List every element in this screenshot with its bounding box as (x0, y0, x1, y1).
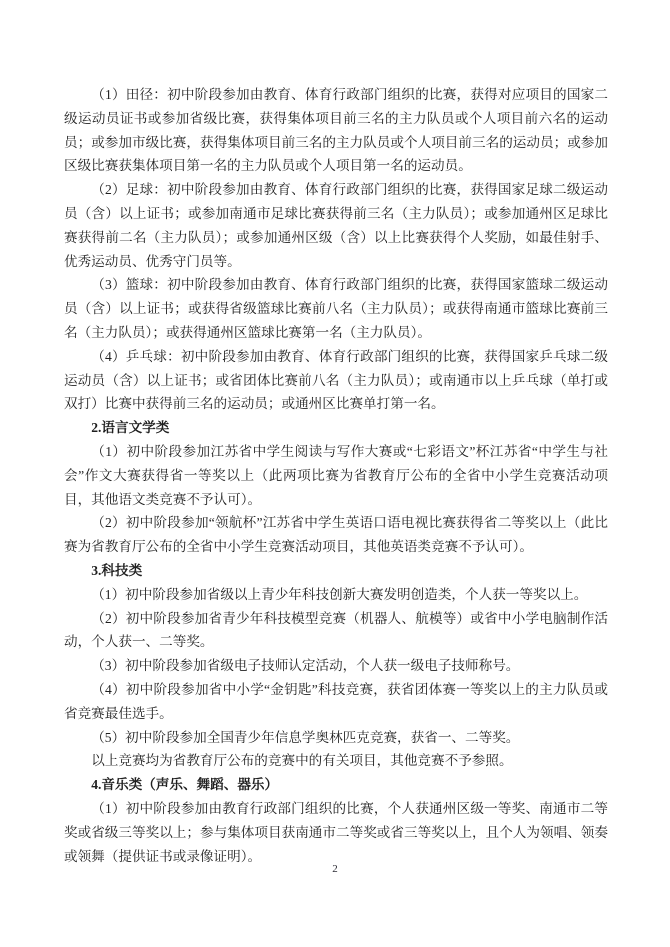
body-paragraph: （3）篮球：初中阶段参加由教育、体育行政部门组织的比赛，获得国家篮球二级运动员（含）以上证书；或获得省级篮球比赛前八名（主力队员）；或获得南通市篮球比赛前三名（主力队员）；或获得通州区篮球比赛第一名（主力队员）。 (64, 277, 608, 340)
section-heading: 2.语言文学类 (91, 420, 170, 436)
body-paragraph: （2）初中阶段参加省青少年科技模型竞赛（机器人、航模等）或省中小学电脑制作活动，个人获一、二等奖。 (64, 610, 608, 650)
document-body (64, 83, 608, 868)
body-paragraph: 以上竞赛均为省教育厅公布的竞赛中的有关项目，其他竞赛不予参照。 (91, 753, 513, 769)
body-paragraph: （4）初中阶段参加省中小学“金钥匙”科技竞赛，获省团体赛一等奖以上的主力队员或省竞赛最佳选手。 (64, 681, 608, 721)
body-paragraph: （1）初中阶段参加由教育行政部门组织的比赛，个人获通州区级一等奖、南通市二等奖或省级三等奖以上；参与集体项目获南通市二等奖或省三等奖以上，且个人为领唱、领奏或领舞（提供证书或录像证明）。 (64, 800, 608, 864)
body-paragraph: （4）乒乓球：初中阶段参加由教育、体育行政部门组织的比赛，获得国家乒乓球二级运动员（含）以上证书；或省团体比赛前八名（主力队员）；或南通市以上乒乓球（单打或双打）比赛中获得前三名的运动员；或通州区比赛单打第一名。 (64, 348, 608, 412)
body-paragraph: （2）初中阶段参加“领航杯”江苏省中学生英语口语电视比赛获得省二等奖以上（此比赛为省教育厅公布的全省中小学生竞赛活动项目，其他英语类竞赛不予认可）。 (64, 515, 608, 555)
body-paragraph: （2）足球：初中阶段参加由教育、体育行政部门组织的比赛，获得国家足球二级运动员（含）以上证书；或参加南通市足球比赛获得前三名（主力队员）；或参加通州区足球比赛获得前二名（主力队员）；或参加通州区级（含）以上比赛获得个人奖励，如最佳射手、优秀运动员、优秀守门员等。 (64, 182, 608, 269)
body-paragraph: （1）初中阶段参加江苏省中学生阅读与写作大赛或“七彩语文”杯江苏省“中学生与社会”作文大赛获得省一等奖以上（此两项比赛为省教育厅公布的全省中小学生竞赛活动项目，其他语文类竞赛不予认可）。 (64, 443, 608, 507)
body-paragraph: （1）田径：初中阶段参加由教育、体育行政部门组织的比赛，获得对应项目的国家二级运动员证书或参加省级比赛，获得集体项目前三名的主力队员或个人项目前六名的运动员；或参加市级比赛，获得集体项目前三名的主力队员或个人项目前三名的运动员；或参加区级比赛获集体项目第一名的主力队员或个人项目第一名的运动员。 (64, 87, 608, 174)
section-heading: 4.音乐类（声乐、舞蹈、器乐） (91, 777, 279, 793)
page-number: 2 (332, 863, 338, 875)
body-paragraph: （5）初中阶段参加全国青少年信息学奥林匹克竞赛，获省一、二等奖。 (91, 729, 520, 745)
body-paragraph: （1）初中阶段参加省级以上青少年科技创新大赛发明创造类，个人获一等奖以上。 (91, 586, 588, 602)
body-paragraph: （3）初中阶段参加省级电子技师认定活动，个人获一级电子技师称号。 (91, 658, 520, 674)
section-heading: 3.科技类 (91, 562, 143, 578)
